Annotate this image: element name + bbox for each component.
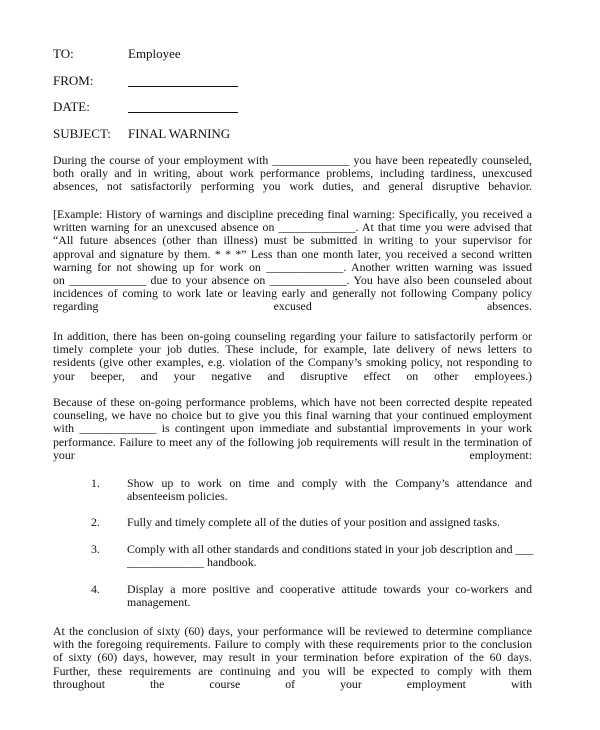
from-blank-line [128,86,238,87]
paragraph-line: In addition, there has been on-going counseling regarding your failure to satisfactorily perform or [53,329,532,343]
paragraph-line: Because of these on-going performance problems, which have not been corrected despite repeated [53,395,532,409]
paragraph-line: your employment: [53,447,532,462]
requirement-line: Comply with all other standards and conditions stated in your job description and ___ [127,542,534,556]
paragraph-ongoing-counseling [53,330,532,383]
paragraph-line: timely complete your job duties. These include, for example, late delivery of news letters to [53,342,532,357]
requirement-line: management. [127,595,191,610]
requirement-line: absenteeism policies. [127,489,228,504]
paragraph-line: of sixty (60) days, however, may result in your termination before expiration of the 60 days. [53,650,532,665]
date-label: DATE: [53,99,90,114]
paragraph-line: [Example: History of warnings and discipline preceding final warning: Specifically, you received a [53,207,532,221]
to-value: Employee [128,46,181,61]
requirement-number: 4. [91,582,100,596]
paragraph-line: “All future absences (other than illness) must be submitted in writing to your supervisor for [53,233,532,248]
paragraph-line: both orally and in writing, about work performance problems, including tardiness, unexcused [53,166,532,181]
paragraph-line: throughout the course of your employment with [53,676,532,691]
paragraph-line: your beeper, and your negative and disruptive effect on other employees.) [53,368,532,383]
requirement-number: 1. [91,476,100,490]
paragraph-line: warning for not showing up for work on _____________. Another written warning was issued [53,259,532,274]
paragraph-conclusion [53,625,532,691]
paragraph-line: At the conclusion of sixty (60) days, your performance will be reviewed to determine compliance [53,624,532,638]
paragraph-line: performance. Failure to meet any of the following job requirements will result in the termination of [53,434,532,449]
subject-value: FINAL WARNING [128,126,231,141]
date-blank-line [128,112,238,113]
from-label: FROM: [53,73,94,88]
paragraph-line: on _____________ due to your absence on _____________. You have also been counseled about [53,273,532,288]
paragraph-line: with _____________ is contingent upon immediate and substantial improvements in your work [53,421,532,436]
paragraph-counseling [53,154,532,194]
requirement-line: Fully and timely complete all of the duties of your position and assigned tasks. [127,515,501,529]
requirement-line: _____________ handbook. [127,555,257,570]
paragraph-line: written warning for an unexcused absence on _____________. At that time you were advised that [53,220,532,235]
paragraph-line: absences, not satisfactorily performing you work duties, and general disruptive behavior. [53,179,532,194]
paragraph-line: regarding excused absences. [53,299,532,314]
requirement-number: 2. [91,515,100,529]
paragraph-line: Further, these requirements are continuing and you will be expected to comply with them [53,663,532,678]
paragraph-line: During the course of your employment with _____________ you have been repeatedly counseled, [53,153,532,167]
paragraph-line: with the foregoing requirements. Failure to comply with these requirements prior to the conclusion [53,637,532,652]
paragraph-example-history [53,208,532,314]
to-label: TO: [53,46,74,61]
requirement-line: Show up to work on time and comply with the Company’s attendance and [127,476,532,490]
paragraph-final-warning [53,396,532,462]
subject-label: SUBJECT: [53,126,111,141]
page-cutoff-fade [0,712,600,730]
paragraph-line: incidences of coming to work late or leaving early and generally not following Company policy [53,286,532,301]
requirement-number: 3. [91,542,100,556]
paragraph-line: approval and signature by them. * * *” Less than one month later, you received a second written [53,246,532,261]
paragraph-line: counseling, we have no choice but to give you this final warning that your continued employment [53,408,532,423]
paragraph-line: residents (give other examples, e.g. violation of the Company’s smoking policy, not responding to [53,355,532,370]
requirement-line: Display a more positive and cooperative attitude towards your co-workers and [127,582,532,596]
